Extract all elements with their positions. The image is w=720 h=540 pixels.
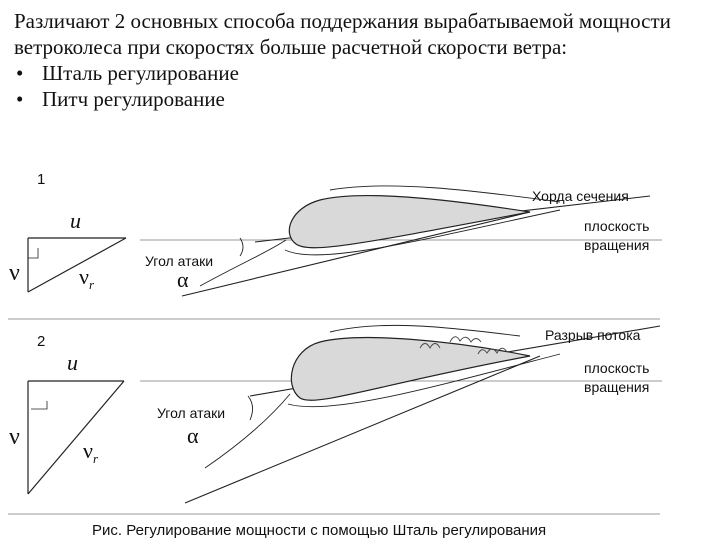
- slide-text: [14, 8, 704, 112]
- plane-label: вращения: [584, 237, 650, 253]
- airfoil: [291, 338, 530, 401]
- angle-label: Угол атаки: [145, 253, 214, 269]
- vr-label: $\nu_r$: [79, 264, 95, 292]
- bullet-item: [14, 60, 704, 86]
- right-angle-mark: [28, 248, 38, 258]
- alpha-label: α: [187, 423, 199, 448]
- vr-label: $\nu_r$: [83, 438, 99, 466]
- plane-label: плоскость: [584, 360, 650, 376]
- bullet-item: [14, 86, 704, 112]
- vr-vector: [28, 381, 124, 494]
- u-label: u: [70, 208, 81, 233]
- velocity-triangle: [28, 381, 124, 494]
- alpha-label: α: [177, 267, 189, 292]
- angle-arc: [248, 396, 253, 420]
- bullet-list: [14, 60, 704, 112]
- plane-label: плоскость: [584, 218, 650, 234]
- bullet-marker: •: [16, 87, 24, 111]
- chord-label: Хорда сечения: [532, 188, 629, 204]
- streamline: [330, 325, 520, 336]
- bullet-text: Питч регулирование: [42, 87, 225, 111]
- u-label: u: [67, 350, 78, 375]
- panel-2: [9, 325, 662, 503]
- angle-arc: [240, 238, 243, 256]
- intro-paragraph: Различают 2 основных способа поддержания вырабатываемой мощности ветроколеса при скоростях больше расчетной скорости ветра:: [14, 9, 671, 59]
- panel-1: [9, 171, 662, 296]
- figure-caption: Рис. Регулирование мощности с помощью Шталь регулирования: [92, 522, 547, 539]
- plane-label: вращения: [584, 379, 650, 395]
- angle-label: Угол атаки: [157, 405, 226, 421]
- vr-vector: [28, 238, 126, 292]
- v-label: ν: [9, 424, 20, 450]
- panel-number: 2: [37, 333, 46, 350]
- separation-label: Разрыв потока: [545, 327, 641, 343]
- velocity-triangle: [28, 238, 126, 292]
- stall-regulation-figure: [0, 168, 720, 540]
- bullet-marker: •: [16, 61, 24, 85]
- right-angle-mark: [31, 401, 47, 409]
- bullet-text: Шталь регулирование: [42, 61, 239, 85]
- v-label: ν: [9, 260, 20, 286]
- panel-number: 1: [37, 171, 46, 188]
